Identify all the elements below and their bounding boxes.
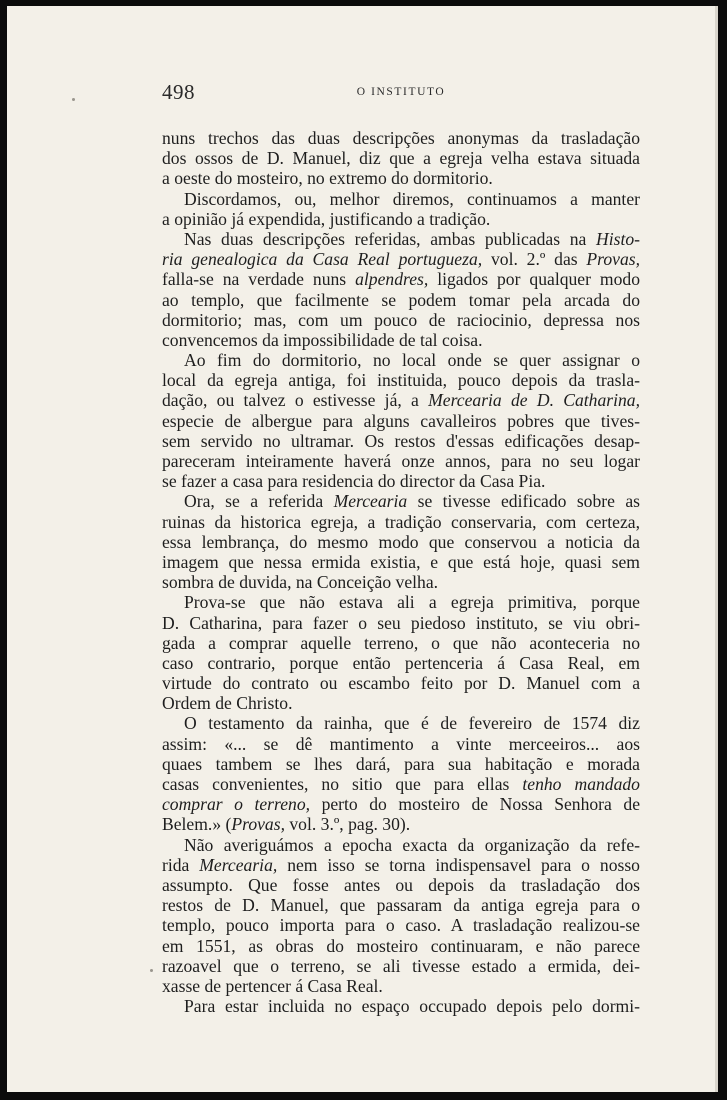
text-line: a opinião já expendida, justificando a tradição. — [162, 208, 491, 229]
text-line: caso contrario, porque então pertenceria á Casa Real, em — [162, 652, 640, 673]
text-line: a oeste do mosteiro, no extremo do dormitorio. — [162, 168, 493, 189]
paper-speck — [72, 98, 75, 101]
italic-text: Histo- — [596, 228, 640, 249]
italic-text: comprar o terreno, — [162, 794, 311, 815]
text-line: imagem que nessa ermida existia, e que está hoje, quasi sem — [162, 551, 640, 572]
text-line: assumpto. Que fosse antes ou depois da trasladação dos — [162, 874, 640, 895]
text-line: especie de albergue para alguns cavalleiros pobres que tives- — [162, 410, 640, 431]
italic-text: Mercearia de D. Catharina, — [428, 390, 640, 411]
text-line: Discordamos, ou, melhor diremos, continuamos a manter — [184, 188, 640, 209]
text-line: dormitorio; mas, com um pouco de raciocinio, depressa nos — [162, 309, 640, 330]
text-line: nuns trechos das duas descripções anonymas da trasladação — [162, 128, 640, 148]
text-line: falla-se na verdade nuns alpendres, ligados por qualquer modo — [162, 269, 640, 290]
text-line: Para estar incluida no espaço occupado depois pelo dormi- — [184, 996, 640, 1017]
text-line: pareceram inteiramente haverá onze annos, para no seu logar — [162, 451, 640, 471]
text-line: rida Mercearia, nem isso se torna indispensavel para o nosso — [162, 854, 640, 875]
text-line: assim: «... se dê mantimento a vinte merceeiros... aos — [162, 733, 640, 754]
text-line: local da egreja antiga, foi instituida, pouco depois da trasla- — [162, 370, 640, 391]
italic-text: tenho mandado — [522, 774, 640, 794]
italic-text: Mercearia, — [199, 854, 278, 875]
text-line: dos ossos de D. Manuel, diz que a egreja velha estava situada — [162, 148, 640, 169]
italic-text: alpendres, — [355, 269, 429, 290]
text-line: xasse de pertencer á Casa Real. — [162, 975, 383, 996]
text-line: restos de D. Manuel, que passaram da antiga egreja para o — [162, 895, 640, 916]
page-header — [162, 80, 640, 110]
text-line: gada a comprar aquelle terreno, o que não aconteceria no — [162, 632, 640, 653]
text-line: sombra de duvida, na Conceição velha. — [162, 572, 439, 593]
text-line: ria genealogica da Casa Real portugueza, vol. 2.º das Provas, — [162, 249, 641, 270]
text-line: Belem.» (Provas, vol. 3.º, pag. 30). — [162, 814, 411, 835]
text-line: ruinas da historica egreja, a tradição conservaria, com certeza, — [162, 511, 640, 532]
text-line: ao templo, que facilmente se podem tomar pela arcada do — [162, 289, 640, 310]
italic-text: Provas, — [586, 249, 641, 270]
text-line: Ao fim do dormitorio, no local onde se quer assignar o — [184, 350, 640, 371]
text-line: templo, pouco importa para o caso. A trasladação realizou-se — [162, 915, 640, 936]
text-line: Prova-se que não estava ali a egreja primitiva, porque — [184, 592, 640, 613]
text-line: virtude do contrato ou escambo feito por D. Manuel com a — [162, 673, 640, 694]
italic-text: Provas, — [231, 814, 285, 835]
paper-speck — [150, 969, 153, 972]
text-line: quaes tambem se lhes dará, para sua habitação e morada — [162, 753, 640, 774]
running-title: O INSTITUTO — [356, 86, 446, 98]
text-line: casas convenientes, no sitio que para ellas tenho mandado — [162, 774, 640, 794]
text-line: O testamento da rainha, que é de fevereiro de 1574 diz — [184, 713, 640, 734]
text-line: Nas duas descripções referidas, ambas publicadas na Histo- — [184, 228, 640, 249]
page-number: 498 — [162, 80, 195, 104]
text-line: comprar o terreno, perto do mosteiro de Nossa Senhora de — [162, 794, 640, 815]
text-line: sem servido no ultramar. Os restos d'essas edificações desap- — [162, 430, 640, 451]
italic-text: Mercearia — [333, 491, 408, 512]
text-line: Ora, se a referida Mercearia se tivesse edificado sobre as — [184, 491, 640, 512]
text-line: convencemos da impossibilidade de tal coisa. — [162, 329, 483, 350]
text-line: razoavel que o terreno, se ali tivesse estado a ermida, dei- — [162, 955, 640, 976]
text-line: em 1551, as obras do mosteiro continuaram, e não parece — [162, 935, 640, 956]
italic-text: ria genealogica da Casa Real portugueza, — [162, 249, 483, 270]
text-line: Ordem de Christo. — [162, 693, 293, 714]
text-line: dação, ou talvez o estivesse já, a Mercearia de D. Catharina, — [162, 390, 640, 411]
text-line: se fazer a casa para residencia do director da Casa Pia. — [162, 471, 546, 492]
text-line: essa lembrança, do mesmo modo que conservou a noticia da — [162, 531, 640, 552]
body-text — [162, 128, 640, 1016]
text-line: D. Catharina, para fazer o seu piedoso instituto, se viu obri- — [162, 612, 640, 633]
text-line: Não averiguámos a epocha exacta da organização da refe- — [184, 834, 640, 855]
